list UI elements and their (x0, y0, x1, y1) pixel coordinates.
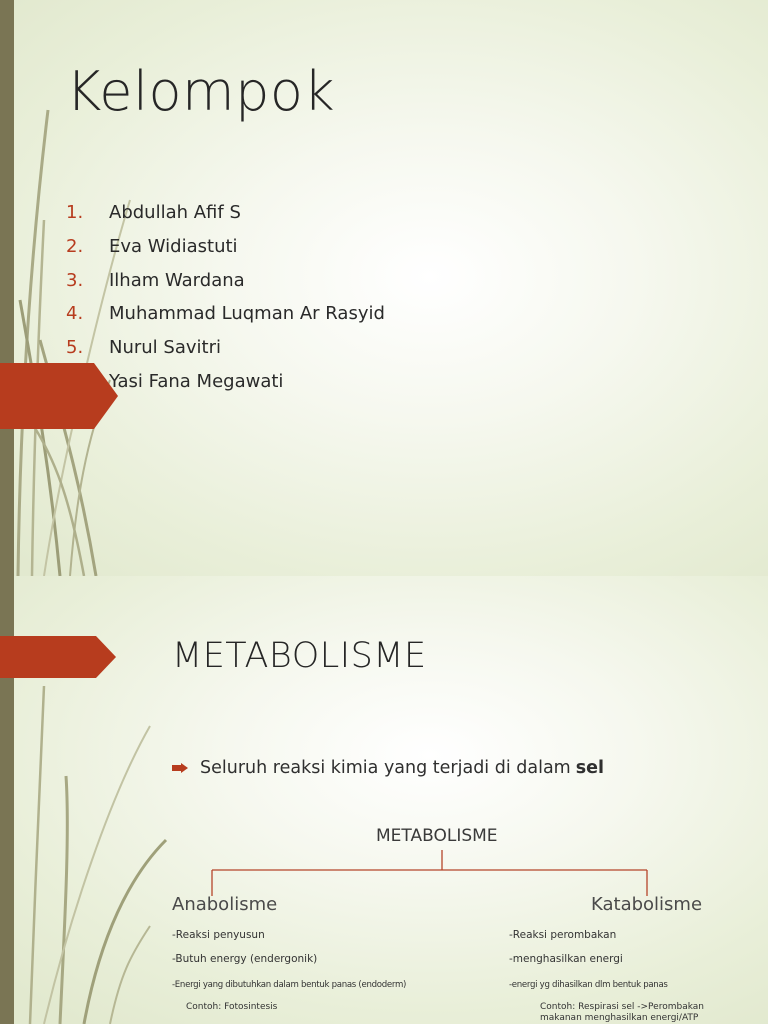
bullet-text: Seluruh reaksi kimia yang terjadi di dalam (200, 758, 571, 778)
anabolisme-title: Anabolisme (172, 894, 278, 915)
anabolisme-point: -Reaksi penyusun (172, 929, 265, 941)
anabolisme-point: -Butuh energy (endergonik) (172, 953, 318, 965)
diagram-root-label: METABOLISME (376, 826, 498, 846)
katabolisme-point: -menghasilkan energi (509, 953, 623, 965)
list-number: 1. (66, 202, 84, 223)
slide-title: METABOLISME (172, 636, 427, 676)
list-number: 3. (66, 269, 84, 291)
member-name: Abdullah Afif S (109, 202, 241, 223)
member-name: Yasi Fana Megawati (109, 370, 284, 392)
bullet-bold-word: sel (575, 758, 605, 778)
list-number: 4. (66, 303, 84, 325)
red-arrow-icon (0, 363, 118, 429)
slide-title: Kelompok (66, 60, 336, 123)
katabolisme-point: -Reaksi perombakan (509, 929, 617, 941)
side-bar (0, 0, 14, 576)
list-number: 5. (66, 337, 84, 359)
katabolisme-title: Katabolisme (591, 894, 703, 915)
member-name: Ilham Wardana (109, 269, 245, 291)
member-name: Nurul Savitri (109, 337, 221, 359)
anabolisme-example: Contoh: Fotosintesis (186, 1002, 278, 1012)
katabolisme-point: -energi yg dihasilkan dlm bentuk panas (509, 980, 668, 990)
diagram-connector (0, 576, 768, 1024)
list-number: 2. (66, 235, 84, 257)
slide-metabolisme (0, 576, 768, 1024)
member-name: Muhammad Luqman Ar Rasyid (109, 303, 385, 325)
katabolisme-example: Contoh: Respirasi sel ->Perombakan makanan menghasilkan energi/ATP (540, 1002, 704, 1023)
member-name: Eva Widiastuti (109, 235, 238, 257)
anabolisme-point: -Energi yang dibutuhkan dalam bentuk panas (endoderm) (172, 980, 407, 990)
